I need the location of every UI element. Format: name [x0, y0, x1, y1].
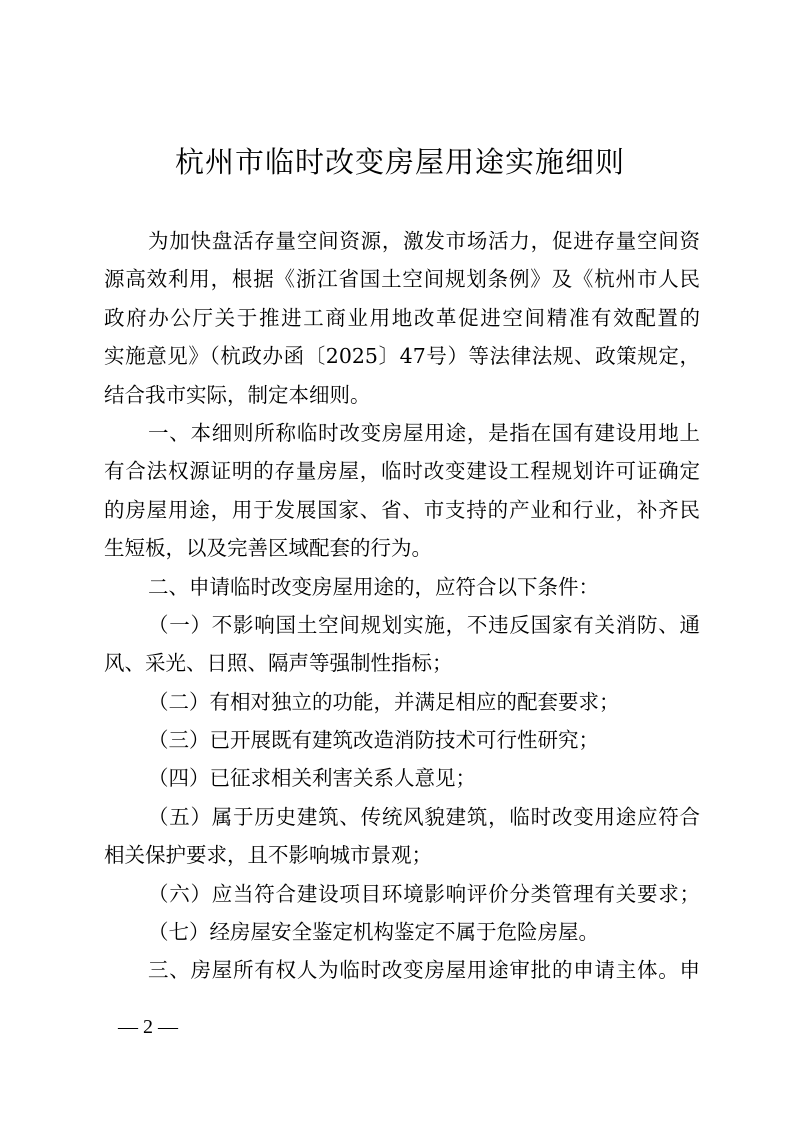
text-line: （一）不影响国土空间规划实施，不违反国家有关消防、通	[148, 612, 700, 637]
text-line: （七）经房屋安全鉴定机构鉴定不属于危险房屋。	[148, 920, 599, 945]
text-line: （四）已征求相关利害关系人意见；	[148, 766, 476, 791]
text-line: 有合法权源证明的存量房屋，临时改变建设工程规划许可证确定	[104, 459, 700, 484]
text-line: （二）有相对独立的功能，并满足相应的配套要求；	[148, 689, 620, 714]
text-line: （六）应当符合建设项目环境影响评价分类管理有关要求；	[148, 881, 700, 906]
text-line: 一、本细则所称临时改变房屋用途，是指在国有建设用地上	[148, 420, 700, 445]
text-line: 三、房屋所有权人为临时改变房屋用途审批的申请主体。申	[148, 958, 700, 983]
text-line: （三）已开展既有建筑改造消防技术可行性研究；	[148, 728, 599, 753]
text-line: 二、申请临时改变房屋用途的，应符合以下条件：	[148, 574, 599, 599]
text-line: （五）属于历史建筑、传统风貌建筑，临时改变用途应符合	[148, 804, 700, 829]
document-body	[104, 222, 700, 990]
text-line: 相关保护要求，且不影响城市景观；	[104, 843, 432, 868]
text-line: 的房屋用途，用于发展国家、省、市支持的产业和行业，补齐民	[104, 497, 700, 522]
text-line: 政府办公厅关于推进工商业用地改革促进空间精准有效配置的	[104, 305, 700, 330]
text-line: 为加快盘活存量空间资源，激发市场活力，促进存量空间资	[148, 229, 700, 253]
page-number: — 2 —	[118, 1016, 178, 1038]
text-line: 生短板，以及完善区域配套的行为。	[104, 536, 432, 561]
text-line: 风、采光、日照、隔声等强制性指标；	[104, 651, 453, 676]
document-title: 杭州市临时改变房屋用途实施细则	[174, 145, 625, 179]
text-line: 实施意见》（杭政办函〔2025〕47号）等法律法规、政策规定，	[104, 344, 700, 369]
text-line: 源高效利用，根据《浙江省国土空间规划条例》及《杭州市人民	[104, 267, 700, 292]
text-line: 结合我市实际，制定本细则。	[104, 382, 371, 407]
